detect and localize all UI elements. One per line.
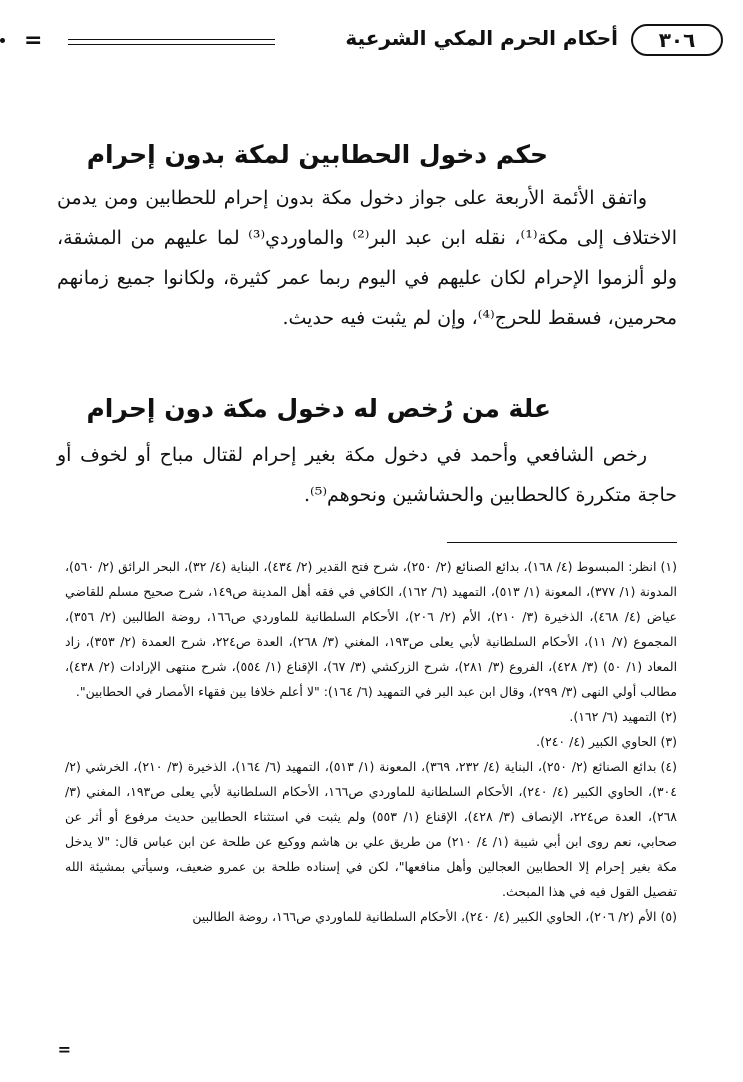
corner-dot (0, 38, 5, 43)
header-left-mark: = (24, 28, 42, 53)
footnote-number: (٣) (660, 734, 677, 749)
footnote-text: بدائع الصنائع (٢/ ٢٥٠)، البناية (٤/ ٢٣٢، ٣٦٩)، المعونة (١/ ٥١٣)، التمهيد (٦/ ١٦٤)، الذخيرة (٣/ ٢١٠)، الخرشي (٢/ ٣٠٤)، الحاوي الكبير (٤/ ٢٤٠)، الأحكام السلطانية للماوردي ص١٦٦، الأحكام السلطانية لأبي يعلى ص١٩٣، المغني (٣/ ٢٦٨)، العدة ص٢٢٤، الإنصاف (٣/ ٤٢٨)، الإقناع (١/ ٥٥٣) ولم يثبت في استثناء الحطابين حديث مرفوع أو أثر عن صحابي، نعم روى ابن أبي شيبة (١/ ٤/ ٢١٠) من طريق علي بن هاشم ووكيع عن طلحة عن ابن عباس قال: "لا يدخل مكة بغير إحرام إلا الحطابين العجالين وأهل منافعها"، لكن في إسناده طلحة بن عمرو ضعيف، وسيأتي بمشيئة الله تفصيل القول فيه في هذا المبحث. (65, 759, 678, 899)
footnote-4 (65, 754, 677, 904)
footnote-text: التمهيد (٦/ ١٦٢). (569, 709, 657, 724)
section-2-paragraph: رخص الشافعي وأحمد في دخول مكة بغير إحرام لقتال مباح أو لخوف أو حاجة متكررة كالحطابين والحشاشين ونحوهم⁽⁵⁾. (57, 444, 677, 506)
section-1-body (57, 178, 677, 338)
section-1-paragraph: واتفق الأئمة الأربعة على جواز دخول مكة بدون إحرام للحطابين ومن يدمن الاختلاف إلى مكة⁽¹⁾، نقله ابن عبد البر⁽²⁾ والماوردي⁽³⁾ لما عليهم من المشقة، ولو ألزموا الإحرام لكان عليهم في اليوم ربما عمر كثيرة، ولكانوا جميع زمانهم محرمين، فسقط للحرج⁽⁴⁾، وإن لم يثبت فيه حديث. (57, 187, 678, 329)
section-2-body (57, 435, 677, 515)
page-header (18, 24, 723, 58)
footnote-number: (٢) (660, 709, 677, 724)
footnote-1 (65, 554, 677, 704)
footnote-text: الأم (٢/ ٢٠٦)، الحاوي الكبير (٤/ ٢٤٠)، الأحكام السلطانية للماوردي ص١٦٦، روضة الطالبين (192, 909, 657, 924)
running-title: أحكام الحرم المكي الشرعية (345, 26, 618, 50)
section-heading-2: علة من رُخص له دخول مكة دون إحرام (86, 394, 551, 423)
footnote-number: (٤) (660, 759, 677, 774)
page-number: ٣٠٦ (631, 24, 723, 56)
footnote-divider (447, 542, 677, 543)
footnote-5 (65, 904, 677, 929)
footnote-text: الحاوي الكبير (٤/ ٢٤٠). (536, 734, 657, 749)
footnote-text: انظر: المبسوط (٤/ ١٦٨)، بدائع الصنائع (٢/ ٢٥٠)، شرح فتح القدير (٢/ ٤٣٤)، البناية (٤/ ٣٢)، البحر الرائق (٢/ ٥٦٠)، المدونة (١/ ٣٧٧)، المعونة (١/ ٥١٣)، التمهيد (٦/ ١٦٢)، الكافي في فقه أهل المدينة ص١٤٩، شرح صحيح مسلم للقاضي عياض (٤/ ٤٦٨)، الذخيرة (٣/ ٢١٠)، الأم (٢/ ٢٠٦)، الأحكام السلطانية للماوردي ص١٦٦، روضة الطالبين (٢/ ٣٥٦)، المجموع (٧/ ١١)، الأحكام السلطانية لأبي يعلى ص١٩٣، المغني (٣/ ٢٦٨)، العدة ص٢٢٤، شرح العمدة (٢/ ٣٥٣)، زاد المعاد (١/ ٥٠) (٣/ ٤٢٨)، الفروع (٣/ ٢٨١)، شرح الزركشي (٣/ ٦٧)، الإقناع (١/ ٥٥٤)، شرح منتهى الإرادات (٢/ ٤٣٨)، مطالب أولي النهى (٣/ ٢٩٩)، وقال ابن عبد البر في التمهيد (٦/ ١٦٤): "لا أعلم خلافا بين فقهاء الأمصار في الحطابين". (65, 559, 678, 699)
footnote-3 (65, 729, 677, 754)
header-rule (68, 39, 275, 45)
section-heading-1: حكم دخول الحطابين لمكة بدون إحرام (86, 140, 548, 169)
footnote-number: (٥) (660, 909, 677, 924)
footnote-number: (١) (660, 559, 678, 574)
continuation-mark: = (57, 1040, 71, 1059)
footnotes (65, 554, 677, 929)
footnote-2 (65, 704, 677, 729)
